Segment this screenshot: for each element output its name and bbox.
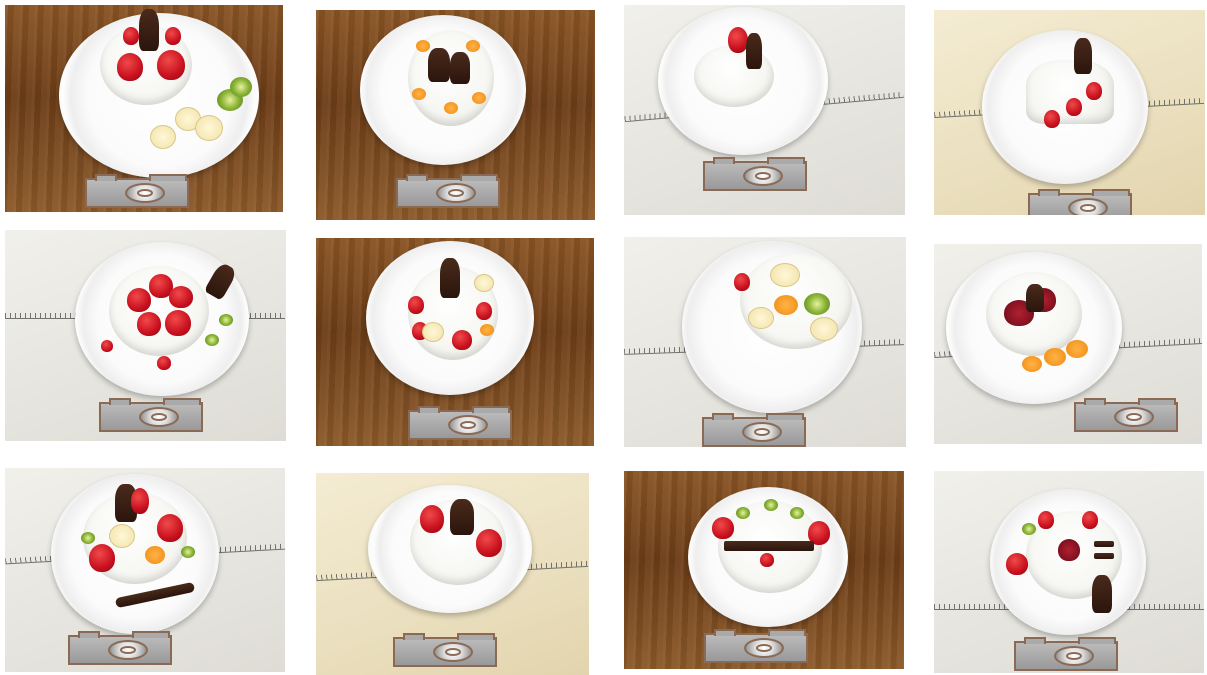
photo-tile-4[interactable]	[934, 10, 1205, 215]
strawberry	[420, 505, 444, 533]
strawberry	[165, 310, 191, 336]
strawberry	[157, 356, 171, 370]
strawberry	[1066, 98, 1082, 116]
photo-tile-3[interactable]	[624, 5, 905, 215]
camera-flash	[163, 398, 201, 405]
camera-icon	[1014, 641, 1118, 671]
photo-tile-6[interactable]	[316, 238, 594, 446]
camera-button	[712, 413, 734, 420]
banana-slice	[109, 524, 135, 548]
camera-lens	[1068, 198, 1108, 215]
camera-lens	[108, 640, 148, 660]
cream-rosette	[810, 317, 838, 341]
strawberry	[1006, 553, 1028, 575]
camera-flash	[1078, 637, 1116, 644]
chocolate-bar	[724, 541, 814, 551]
chocolate-decoration	[440, 258, 460, 298]
camera-button	[713, 157, 735, 164]
strawberry	[131, 488, 149, 514]
kiwi-slice	[81, 532, 95, 544]
camera-lens	[125, 183, 165, 203]
camera-flash	[132, 631, 170, 638]
camera-icon	[702, 417, 806, 447]
strawberry	[117, 53, 143, 81]
strawberry	[408, 296, 424, 314]
kiwi-slice	[736, 507, 750, 519]
photo-tile-12[interactable]	[934, 471, 1204, 673]
camera-flash	[149, 174, 187, 181]
strawberry	[157, 50, 185, 80]
orange-slice	[472, 92, 486, 104]
camera-button	[406, 174, 428, 181]
camera-flash	[457, 633, 495, 640]
orange-slice	[774, 295, 798, 315]
banana-slice	[474, 274, 494, 292]
kiwi-slice	[764, 499, 778, 511]
camera-icon	[393, 637, 497, 667]
camera-icon	[704, 633, 808, 663]
camera-flash	[766, 413, 804, 420]
strawberry	[728, 27, 748, 53]
orange-slice	[416, 40, 430, 52]
cream-rosette	[770, 263, 800, 287]
strawberry	[127, 288, 151, 312]
camera-button	[714, 629, 736, 636]
photo-tile-10[interactable]	[316, 473, 589, 675]
camera-flash	[768, 629, 806, 636]
camera-lens	[448, 415, 488, 435]
photo-tile-5[interactable]	[5, 230, 286, 441]
camera-lens	[139, 407, 179, 427]
chocolate-decoration	[450, 52, 470, 84]
strawberry	[123, 27, 139, 45]
kiwi-slice	[230, 77, 252, 97]
camera-button	[109, 398, 131, 405]
camera-lens	[744, 638, 784, 658]
chocolate-decoration	[450, 499, 474, 535]
banana-slice	[422, 322, 444, 342]
photo-tile-7[interactable]	[624, 237, 906, 447]
camera-button	[418, 406, 440, 413]
orange-slice	[444, 102, 458, 114]
camera-icon	[408, 410, 512, 440]
camera-lens	[742, 422, 782, 442]
camera-flash	[1138, 398, 1176, 405]
berry-nose	[1058, 539, 1080, 561]
photo-tile-11[interactable]	[624, 471, 904, 669]
orange-slice	[480, 324, 494, 336]
strawberry	[157, 514, 183, 542]
photo-tile-2[interactable]	[316, 10, 595, 220]
chocolate-decoration	[428, 48, 450, 82]
kiwi-slice	[790, 507, 804, 519]
strawberry	[712, 517, 734, 539]
camera-button	[1084, 398, 1106, 405]
camera-icon	[1028, 193, 1132, 215]
camera-button	[78, 631, 100, 638]
strawberry	[137, 312, 161, 336]
strawberry-ear	[1082, 511, 1098, 529]
chocolate-decoration	[1074, 38, 1092, 74]
camera-icon	[99, 402, 203, 432]
banana-slice	[195, 115, 223, 141]
chocolate-whiskers	[1094, 553, 1114, 559]
camera-icon	[85, 178, 189, 208]
chocolate-tail	[1092, 575, 1112, 613]
chocolate-decoration	[1026, 284, 1044, 312]
camera-button	[403, 633, 425, 640]
strawberry	[476, 529, 502, 557]
strawberry-ear	[1038, 511, 1054, 529]
strawberry	[1044, 110, 1060, 128]
camera-flash	[472, 406, 510, 413]
cake	[694, 45, 774, 107]
camera-lens	[743, 166, 783, 186]
chocolate-whiskers	[1094, 541, 1114, 547]
camera-lens	[433, 642, 473, 662]
strawberry	[89, 544, 115, 572]
camera-flash	[1092, 189, 1130, 196]
cream-rosette	[748, 307, 774, 329]
mango-cube	[1044, 348, 1066, 366]
kiwi-slice	[181, 546, 195, 558]
orange-slice	[466, 40, 480, 52]
camera-button	[1024, 637, 1046, 644]
strawberry	[1086, 82, 1102, 100]
kiwi-slice	[219, 314, 233, 326]
kiwi-slice	[205, 334, 219, 346]
camera-icon	[1074, 402, 1178, 432]
camera-icon	[396, 178, 500, 208]
camera-lens	[1114, 407, 1154, 427]
banana-slice	[150, 125, 176, 149]
strawberry	[169, 286, 193, 308]
kiwi-slice	[804, 293, 830, 315]
orange-slice	[145, 546, 165, 564]
photo-tile-9[interactable]	[5, 468, 285, 672]
camera-icon	[703, 161, 807, 191]
strawberry	[734, 273, 750, 291]
camera-lens	[1054, 646, 1094, 666]
camera-button	[1038, 189, 1060, 196]
chocolate-decoration	[139, 9, 159, 51]
camera-lens	[436, 183, 476, 203]
camera-flash	[767, 157, 805, 164]
camera-flash	[460, 174, 498, 181]
photo-tile-8[interactable]	[934, 244, 1202, 444]
mango-cube	[1022, 356, 1042, 372]
chocolate-decoration	[746, 33, 762, 69]
mango-cube	[1066, 340, 1088, 358]
strawberry	[165, 27, 181, 45]
camera-icon	[68, 635, 172, 665]
strawberry	[101, 340, 113, 352]
orange-slice	[412, 88, 426, 100]
photo-tile-1[interactable]	[5, 5, 283, 212]
strawberry	[476, 302, 492, 320]
camera-button	[95, 174, 117, 181]
strawberry	[452, 330, 472, 350]
kiwi-slice	[1022, 523, 1036, 535]
strawberry-nose	[760, 553, 774, 567]
